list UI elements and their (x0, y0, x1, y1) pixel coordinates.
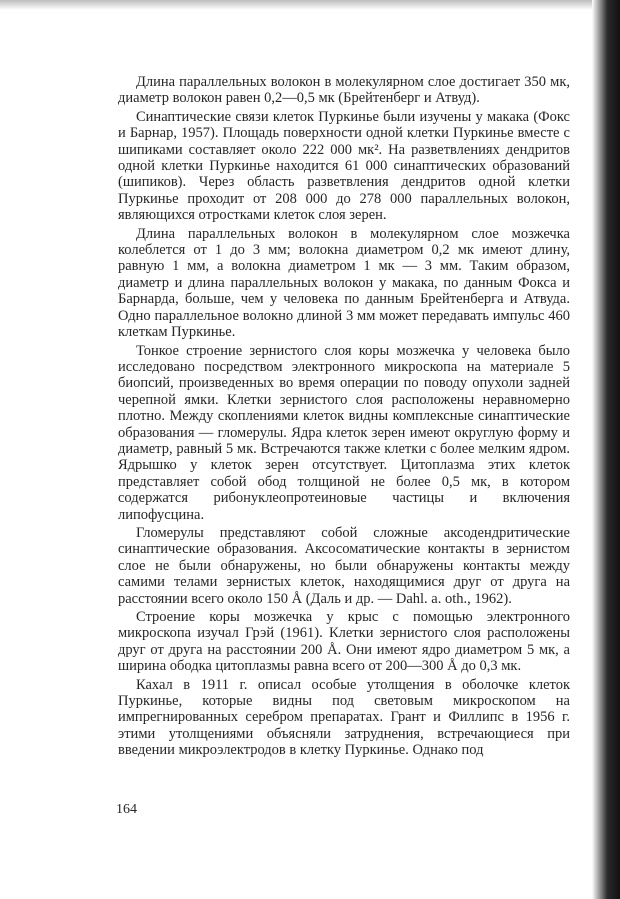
page-number: 164 (116, 802, 137, 817)
scan-shadow-right (592, 0, 620, 899)
scan-shadow-top (0, 0, 620, 10)
page-body (118, 74, 570, 761)
paragraph: Длина параллельных волокон в молекулярном слое достигает 350 мк, диаметр волокон равен 0,2—0,5 мк (Брейтенберг и Атвуд). (118, 74, 570, 107)
paragraph: Строение коры мозжечка у крыс с помощью электронного микроскопа изучал Грэй (1961). Клетки зернистого слоя расположены друг от друга на расстоянии 200 Å. Они имеют ядро диаметром 5 мк, а ширина ободка цитоплазмы равна всего от 200—300 Å до 0,3 мк. (118, 609, 570, 675)
paragraph: Тонкое строение зернистого слоя коры мозжечка у человека было исследовано посредством электронного микроскопа на материале 5 биопсий, произведенных во время операции по поводу опухоли задней черепной ямки. Клетки зернистого слоя расположены неравномерно плотно. Между скоплениями клеток видны комплексные синаптические образования — гломерулы. Ядра клеток зерен имеют округлую форму и диаметр, равный 5 мк. Встречаются также клетки с более мелким ядром. Ядрышко у клеток зерен отсутствует. Цитоплазма этих клеток представляет собой обод толщиной не более 0,5 мк, в котором содержатся рибонуклеопротеиновые частицы и включения липофусцина. (118, 342, 570, 523)
paragraph: Синаптические связи клеток Пуркинье были изучены у макака (Фокс и Барнар, 1957). Площадь поверхности одной клетки Пуркинье вместе с шипиками составляет около 222 000 мк². На разветвлениях дендритов одной клетки Пуркинье находится 61 000 синаптических образований (шипиков). Через область разветвления дендритов одной клетки Пуркинье проходит от 208 000 до 278 000 параллельных волокон, являющихся отростками клеток слоя зерен. (118, 108, 570, 224)
paragraph: Кахал в 1911 г. описал особые утолщения в оболочке клеток Пуркинье, которые видны под световым микроскопом на импрегнированных серебром препаратах. Грант и Филлипс в 1956 г. этими утолщениями объясняли затруднения, встречающиеся при введении микроэлектродов в клетку Пуркинье. Однако под (118, 676, 570, 759)
paragraph: Длина параллельных волокон в молекулярном слое мозжечка колеблется от 1 до 3 мм; волокна диаметром 0,2 мк имеют длину, равную 1 мм, а волокна диаметром 1 мк — 3 мм. Таким образом, диаметр и длина параллельных волокон у макака, по данным Фокса и Барнарда, больше, чем у человека по данным Брейтенберга и Атвуда. Одно параллельное волокно длиной 3 мм может передавать импульс 460 клеткам Пуркинье. (118, 225, 570, 341)
paragraph: Гломерулы представляют собой сложные аксодендритические синаптические образования. Аксосоматические контакты в зернистом слое не были обнаружены, но были обнаружены контакты между самими телами зернистых клеток, находящимися друг от друга на расстоянии всего около 150 Å (Даль и др. — Dahl. a. oth., 1962). (118, 524, 570, 607)
